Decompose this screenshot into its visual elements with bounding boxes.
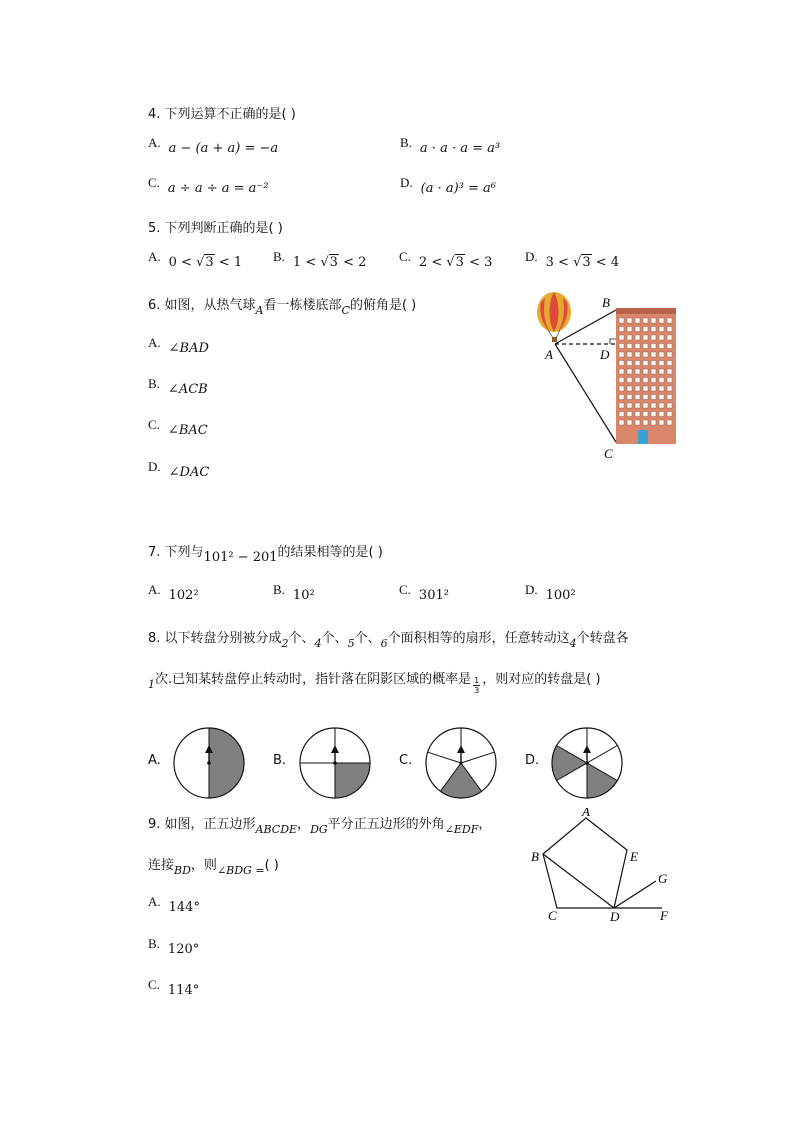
window-icon: [667, 327, 672, 332]
option-expr: ∠BAC: [167, 423, 208, 438]
window-icon: [627, 403, 632, 408]
window-icon: [643, 378, 648, 383]
window-icon: [659, 369, 664, 374]
window-icon: [651, 403, 656, 408]
option-expr: a − (a + a) = −a: [168, 141, 279, 156]
option-expr: a ÷ a ÷ a = a⁻²: [167, 181, 269, 196]
label-a: A: [582, 808, 590, 819]
window-icon: [627, 420, 632, 425]
window-icon: [627, 327, 632, 332]
sqrt-icon: √3: [573, 255, 591, 270]
window-icon: [635, 403, 640, 408]
option-pre: 1 <: [292, 255, 321, 270]
fraction-one-third: $\frac{1}{3}$: [474, 676, 480, 695]
window-icon: [619, 412, 624, 417]
option-pre: 3 <: [545, 255, 574, 270]
window-icon: [643, 344, 648, 349]
window-icon: [635, 318, 640, 323]
window-icon: [643, 361, 648, 366]
hot-air-balloon-icon: [537, 292, 571, 342]
window-icon: [619, 327, 624, 332]
q4-option-a[interactable]: [148, 135, 279, 156]
option-expr: ∠ACB: [167, 382, 208, 397]
label-c: C: [604, 446, 613, 461]
window-icon: [667, 412, 672, 417]
window-icon: [651, 361, 656, 366]
q8-line1: 8. 以下转盘分别被分成$_2$个、$_4$个、$_5$个、$_6$个面积相等的扇形，任意转动这$_4$个转盘各: [148, 631, 629, 650]
window-icon: [635, 361, 640, 366]
q8-option-d-label: D.: [525, 753, 540, 768]
option-label: B.: [400, 135, 412, 150]
angle-lines: [555, 310, 616, 442]
window-icon: [635, 395, 640, 400]
window-icon: [667, 395, 672, 400]
q7-expr: 101² − 201: [203, 550, 278, 565]
q5-option-c[interactable]: [399, 249, 493, 270]
window-icon: [651, 352, 656, 357]
window-icon: [635, 378, 640, 383]
window-icon: [619, 361, 624, 366]
window-icon: [667, 344, 672, 349]
window-icon: [627, 369, 632, 374]
q7-option-c[interactable]: [399, 582, 449, 603]
q7-option-a[interactable]: [148, 582, 199, 603]
sqrt-icon: √3: [320, 255, 338, 270]
q9-option-a[interactable]: [148, 894, 200, 915]
option-expr: 114°: [167, 983, 200, 998]
window-icon: [659, 352, 664, 357]
sqrt-icon: √3: [446, 255, 464, 270]
window-icon: [627, 318, 632, 323]
q4-stem: 4. 下列运算不正确的是( ): [148, 107, 296, 122]
option-label: D.: [525, 582, 538, 597]
option-expr: ∠DAC: [168, 465, 210, 480]
q8-option-c-label: C.: [399, 753, 413, 768]
window-icon: [667, 361, 672, 366]
window-icon: [635, 369, 640, 374]
balloon-building-figure: [530, 288, 676, 464]
option-label: B.: [148, 936, 160, 951]
label-c: C: [548, 908, 557, 923]
option-pre: 0 <: [168, 255, 197, 270]
q7-option-b[interactable]: [273, 582, 315, 603]
option-label: C.: [148, 175, 160, 190]
window-icon: [643, 352, 648, 357]
option-expr: 102²: [168, 588, 199, 603]
window-icon: [667, 352, 672, 357]
window-icon: [635, 352, 640, 357]
window-icon: [651, 386, 656, 391]
window-icon: [643, 403, 648, 408]
window-icon: [619, 369, 624, 374]
option-label: C.: [399, 582, 411, 597]
label-b: B: [531, 849, 539, 864]
window-icon: [619, 395, 624, 400]
window-icon: [667, 378, 672, 383]
window-icon: [659, 378, 664, 383]
window-icon: [659, 412, 664, 417]
window-icon: [667, 369, 672, 374]
sqrt-icon: √3: [196, 255, 214, 270]
q4-option-b[interactable]: [400, 135, 501, 156]
window-icon: [627, 344, 632, 349]
window-icon: [651, 327, 656, 332]
spinner-b[interactable]: [298, 726, 372, 800]
option-expr: 120°: [167, 942, 200, 957]
window-icon: [667, 318, 672, 323]
window-icon: [627, 378, 632, 383]
spinner-d[interactable]: [550, 726, 624, 800]
option-expr: 301²: [418, 588, 449, 603]
window-icon: [627, 395, 632, 400]
window-icon: [627, 412, 632, 417]
window-icon: [619, 420, 624, 425]
window-icon: [643, 386, 648, 391]
q4-option-d[interactable]: [400, 175, 497, 196]
option-label: B.: [273, 582, 285, 597]
building: [616, 308, 676, 444]
q5-option-a[interactable]: [148, 249, 243, 270]
window-icon: [659, 386, 664, 391]
window-icon: [651, 420, 656, 425]
option-label: D.: [400, 175, 413, 190]
label-e: E: [630, 849, 638, 864]
option-label: C.: [148, 417, 160, 432]
window-icon: [667, 403, 672, 408]
label-a: A: [545, 347, 553, 362]
q7-stem: 7. 下列与101² − 201的结果相等的是( ): [148, 545, 383, 565]
q6-option-b[interactable]: [148, 376, 208, 397]
q5-option-b[interactable]: [273, 249, 367, 270]
window-icon: [643, 395, 648, 400]
window-icon: [659, 344, 664, 349]
option-expr: 144°: [168, 900, 200, 915]
window-icon: [619, 344, 624, 349]
option-post: < 1: [214, 255, 243, 270]
window-icon: [659, 335, 664, 340]
q7-option-d[interactable]: [525, 582, 576, 603]
pentagon-figure: [528, 808, 678, 924]
option-label: B.: [148, 376, 160, 391]
q9-option-b[interactable]: [148, 936, 200, 957]
window-icon: [659, 327, 664, 332]
q6-option-a[interactable]: [148, 335, 209, 356]
option-label: C.: [399, 249, 411, 264]
q9-stem-line2: 连接$_{BD}$，则$_{\angle BDG =}$( ): [148, 858, 279, 877]
window-icon: [659, 403, 664, 408]
window-icon: [651, 335, 656, 340]
window-icon: [619, 318, 624, 323]
option-label: D.: [525, 249, 538, 264]
q4-option-c[interactable]: [148, 175, 269, 196]
option-label: A.: [148, 335, 161, 350]
label-d: D: [600, 347, 610, 362]
window-icon: [643, 327, 648, 332]
label-b: B: [602, 295, 610, 310]
q8-line2: $_1$次.已知某转盘停止转动时，指针落在阴影区域的概率是 $\frac{1}{3}$ ，则对应的转盘是( ): [148, 672, 601, 695]
window-icon: [659, 361, 664, 366]
label-f: F: [660, 908, 668, 923]
spinner-a[interactable]: [172, 726, 246, 800]
option-expr: (a · a)³ = a⁶: [420, 181, 497, 196]
window-icon: [627, 352, 632, 357]
window-icon: [651, 378, 656, 383]
window-icon: [651, 412, 656, 417]
window-icon: [627, 361, 632, 366]
window-icon: [643, 318, 648, 323]
option-post: < 2: [338, 255, 367, 270]
q6-option-c[interactable]: [148, 417, 208, 438]
door-icon: [638, 430, 648, 444]
option-expr: 10²: [292, 588, 315, 603]
option-pre: 2 <: [418, 255, 447, 270]
window-icon: [659, 318, 664, 323]
window-icon: [667, 386, 672, 391]
window-icon: [643, 369, 648, 374]
window-icon: [651, 395, 656, 400]
q6-stem: 6. 如图，从热气球$_A$看一栋楼底部$_C$的俯角是( ): [148, 298, 417, 317]
pointer-arrow-icon: [331, 745, 339, 765]
window-icon: [635, 335, 640, 340]
q8-option-a-label: A.: [148, 753, 161, 768]
q9-option-c[interactable]: [148, 977, 200, 998]
window-icon: [643, 335, 648, 340]
label-d: D: [610, 909, 620, 924]
option-label: C.: [148, 977, 160, 992]
option-label: A.: [148, 582, 161, 597]
option-label: A.: [148, 249, 161, 264]
option-label: A.: [148, 135, 161, 150]
window-icon: [651, 344, 656, 349]
q8-option-b-label: B.: [273, 753, 287, 768]
window-icon: [635, 412, 640, 417]
line-bd: [543, 854, 614, 908]
window-icon: [659, 420, 664, 425]
q6-option-d[interactable]: [148, 459, 210, 480]
window-icon: [627, 335, 632, 340]
option-expr: 100²: [545, 588, 576, 603]
window-icon: [635, 344, 640, 349]
option-expr: a · a · a = a³: [419, 141, 501, 156]
window-icon: [619, 403, 624, 408]
line-dg: [614, 881, 656, 908]
option-post: < 3: [464, 255, 493, 270]
window-icon: [635, 327, 640, 332]
q5-stem: 5. 下列判断正确的是( ): [148, 221, 283, 236]
option-label: D.: [148, 459, 161, 474]
window-icon: [627, 386, 632, 391]
label-g: G: [658, 871, 668, 886]
window-icon: [619, 335, 624, 340]
window-icon: [619, 386, 624, 391]
option-expr: ∠BAD: [168, 341, 209, 356]
window-icon: [651, 318, 656, 323]
spinner-c[interactable]: [424, 726, 498, 800]
option-post: < 4: [591, 255, 620, 270]
option-label: A.: [148, 894, 161, 909]
window-icon: [619, 378, 624, 383]
window-icon: [635, 420, 640, 425]
window-icon: [651, 369, 656, 374]
q5-option-d[interactable]: [525, 249, 620, 270]
window-icon: [619, 352, 624, 357]
window-icon: [643, 412, 648, 417]
window-icon: [667, 420, 672, 425]
option-label: B.: [273, 249, 285, 264]
window-icon: [667, 335, 672, 340]
right-angle-mark: [610, 339, 616, 344]
q9-stem-line1: 9. 如图，正五边形$_{ABCDE}$，$_{DG}$平分正五边形的外角$_{\angle EDF}$，: [148, 817, 492, 836]
window-icon: [635, 386, 640, 391]
window-icon: [643, 420, 648, 425]
window-icon: [659, 395, 664, 400]
